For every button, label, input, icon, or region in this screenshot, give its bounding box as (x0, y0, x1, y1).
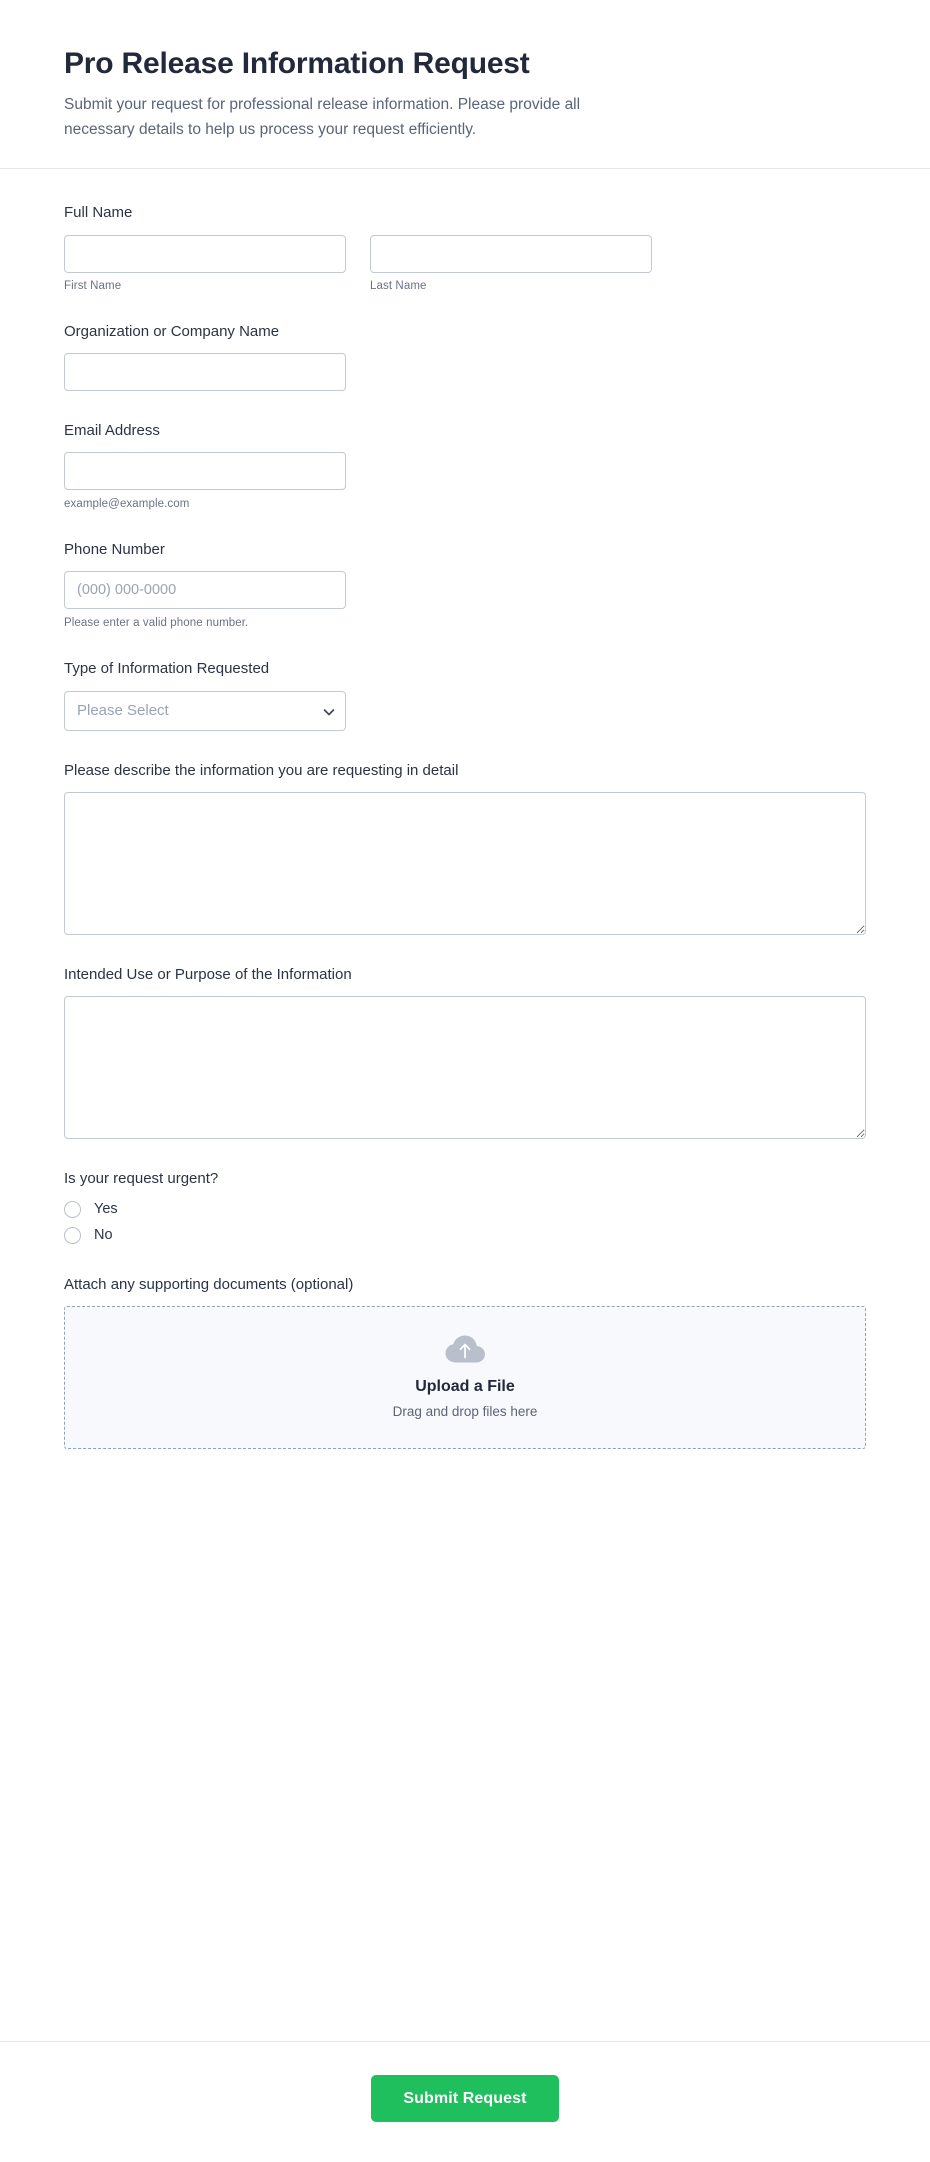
radio-circle-yes[interactable] (64, 1201, 81, 1218)
file-upload-dropzone[interactable] (64, 1306, 866, 1449)
form-footer (0, 2041, 930, 2162)
full-name-row (64, 235, 866, 292)
organization-input[interactable] (64, 353, 346, 391)
last-name-sublabel: Last Name (370, 279, 427, 292)
submit-request-button[interactable]: Submit Request (371, 2075, 558, 2122)
organization-label: Organization or Company Name (64, 322, 280, 340)
field-email (64, 421, 866, 510)
radio-label-yes: Yes (94, 1201, 118, 1218)
phone-label: Phone Number (64, 541, 165, 559)
last-name-input[interactable] (370, 235, 652, 273)
first-name-sublabel: First Name (64, 279, 122, 292)
field-attachment (64, 1275, 866, 1449)
radio-option-no[interactable] (64, 1226, 866, 1245)
radio-option-yes[interactable] (64, 1200, 866, 1219)
info-type-label: Type of Information Requested (64, 660, 270, 678)
first-name-group (64, 235, 346, 292)
field-urgent (64, 1169, 866, 1245)
form-header (0, 0, 930, 169)
attachment-label: Attach any supporting documents (optional) (64, 1276, 354, 1294)
radio-circle-no[interactable] (64, 1227, 81, 1244)
email-hint: example@example.com (64, 498, 190, 511)
upload-title: Upload a File (415, 1378, 515, 1396)
intended-use-label: Intended Use or Purpose of the Information (64, 965, 352, 983)
field-full-name (64, 203, 866, 291)
field-phone (64, 540, 866, 629)
phone-input[interactable] (64, 571, 346, 609)
radio-label-no: No (94, 1227, 113, 1244)
upload-subtitle: Drag and drop files here (392, 1404, 538, 1420)
field-organization (64, 322, 866, 391)
page-title: Pro Release Information Request (64, 47, 530, 80)
email-label: Email Address (64, 421, 160, 439)
full-name-label: Full Name (64, 204, 133, 222)
description-textarea[interactable] (64, 792, 866, 935)
urgent-radio-group (64, 1200, 866, 1245)
field-description (64, 761, 866, 935)
field-intended-use (64, 965, 866, 1139)
last-name-group (370, 235, 652, 292)
email-input[interactable] (64, 452, 346, 490)
urgent-label: Is your request urgent? (64, 1170, 219, 1188)
description-label: Please describe the information you are requesting in detail (64, 761, 459, 779)
first-name-input[interactable] (64, 235, 346, 273)
phone-hint: Please enter a valid phone number. (64, 617, 249, 630)
form-body (0, 169, 930, 2041)
info-type-select-wrap (64, 691, 346, 731)
page-subtitle: Submit your request for professional release information. Please provide all necessary details to help us process your request efficiently. (64, 96, 581, 138)
cloud-upload-icon (444, 1335, 486, 1365)
intended-use-textarea[interactable] (64, 996, 866, 1139)
field-info-type (64, 659, 866, 730)
info-type-select[interactable]: Please Select (64, 691, 346, 731)
